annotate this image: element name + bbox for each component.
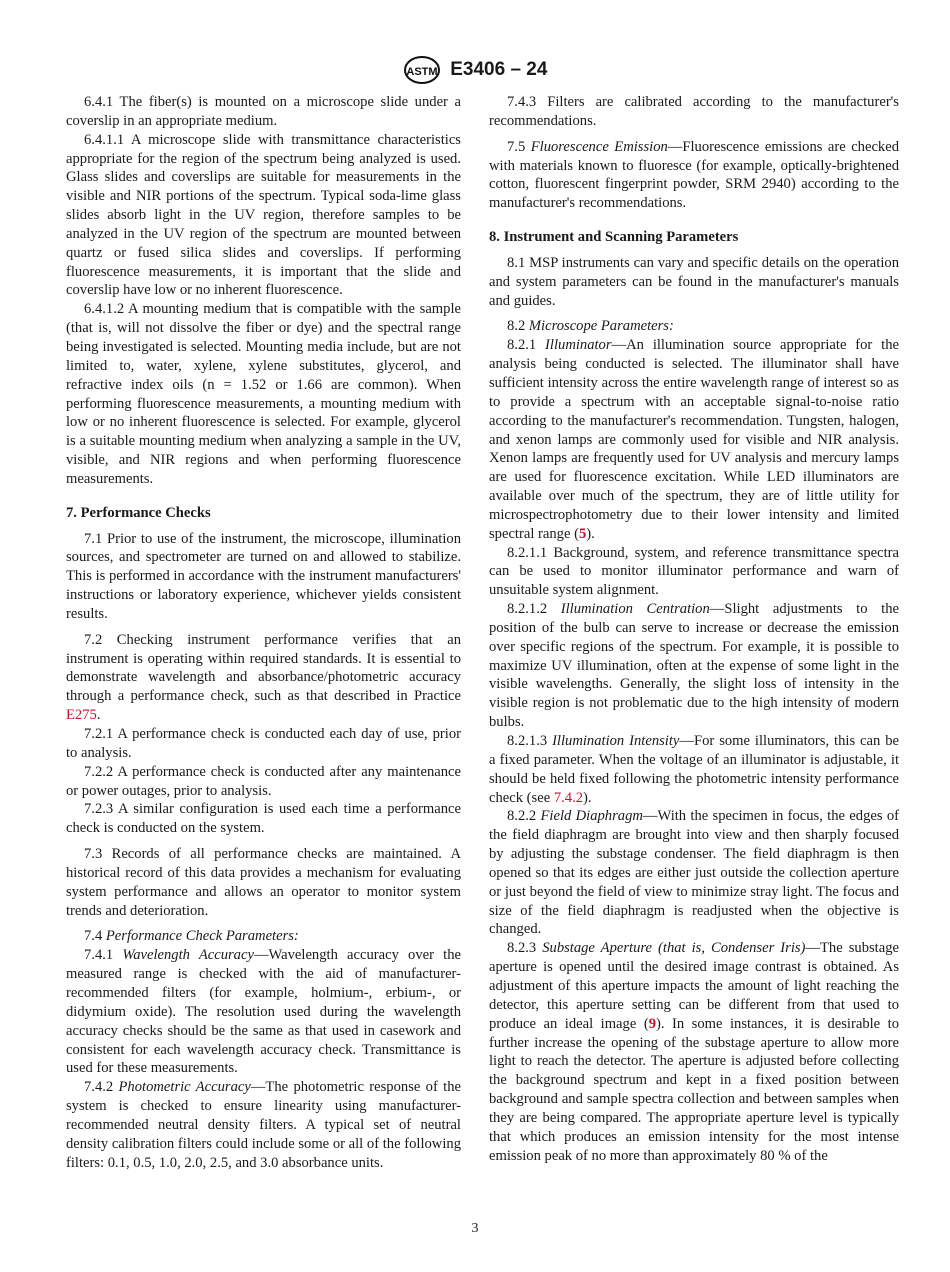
text-run: 7.5	[507, 138, 531, 155]
text-run: 8.1 MSP instruments can vary and specific details on the operation and system parameters can be found in the manufacturer's manuals and guides.	[489, 254, 899, 309]
left-column	[66, 93, 461, 1172]
text-run: 7.4	[84, 928, 106, 945]
text-run: 7.2.2 A performance check is conducted after any maintenance or power outages, prior to analysis.	[66, 763, 461, 799]
cross-reference-link[interactable]: E275	[66, 707, 97, 724]
italic-term: Illumination Centration	[560, 601, 710, 618]
italic-term: Substage Aperture (that is, Condenser Iris)	[542, 940, 806, 957]
cross-reference-link[interactable]: 7.4.2	[553, 789, 584, 806]
paragraph	[489, 254, 899, 311]
paragraph	[66, 530, 461, 624]
text-run: 7.4.3 Filters are calibrated according to the manufacturer's recommendations.	[489, 94, 899, 129]
text-run: 7.3 Records of all performance checks are maintained. A historical record of this data provides a mechanism for evaluating system performance and allows an operator to monitor system trends and deterioration.	[66, 846, 461, 919]
paragraph	[66, 763, 461, 801]
text-run: 8.2.3	[507, 940, 543, 957]
paragraph	[66, 725, 461, 763]
paragraph	[489, 336, 899, 543]
paragraph	[489, 807, 899, 939]
paragraph	[489, 317, 899, 336]
paragraph	[66, 300, 461, 488]
text-run: 6.4.1 The fiber(s) is mounted on a microscope slide under a coverslip in an appropriate medium.	[66, 94, 461, 129]
text-run: —Fluorescence emissions are checked with materials known to fluoresce (for example, optically-brightened cotton, fluorescent fingerprint powder, SRM 2940) according to the manufacturer's recommendations.	[489, 138, 900, 212]
paragraph	[66, 927, 461, 946]
italic-term: Field Diaphragm	[540, 808, 643, 825]
text-run: ). In some instances, it is desirable to further increase the opening of the substage aperture to allow more light to reach the detector. The aperture is adjusted before collecting the background spectrum and kept in a fixed position between background and sample spectra collection and between samples when they are being compared. The appropriate aperture level is typically that which produces an emission intensity for the most intense emission peak of no more than approximately 80 % of the	[489, 1015, 900, 1164]
text-run: .	[96, 707, 101, 724]
text-run: 8.2.1	[507, 337, 546, 354]
paragraph	[66, 845, 461, 920]
paragraph	[66, 946, 461, 1078]
text-run: 6.4.1.2 A mounting medium that is compatible with the sample (that is, will not dissolve the fiber or dye) and the spectral range being investigated is selected. Mounting media include, but are not limited to, water, xylene, xylene substitutes, glycerol, and refractive index oils (n = 1.52 or 1.66 are common). When performing fluorescence measurements, a mounting medium with low or no inherent fluorescence is selected. For example, glycerol is a suitable mounting medium when analyzing a sample in the UV, visible, and NIR regions and when performing fluorescence measurements.	[66, 301, 461, 487]
citation-link[interactable]: 9	[648, 1015, 656, 1032]
text-run: 7.2.3 A similar configuration is used each time a performance check is conducted on the system.	[66, 801, 461, 837]
page-number: 3	[471, 1221, 479, 1236]
page-header	[0, 55, 950, 85]
italic-term: Microscope Parameters:	[528, 318, 674, 335]
text-run: 8.2.1.1 Background, system, and reference transmittance spectra can be used to monitor illuminator performance and warn of unsuitable system alignment.	[489, 544, 899, 599]
text-run: 8.2.2	[507, 808, 541, 825]
svg-text:ASTM: ASTM	[405, 66, 438, 78]
paragraph	[489, 600, 899, 732]
paragraph	[66, 1078, 461, 1172]
text-run: 7.2 Checking instrument performance verifies that an instrument is operating within required standards. It is essential to demonstrate wavelength and absorbance/photometric accuracy through a performance check, such as that described in Practice	[66, 631, 461, 705]
text-run: 6.4.1.1 A microscope slide with transmittance characteristics appropriate for the region of the spectrum being analyzed is used. Glass slides and coverslips are suitable for measurements in the visible and NIR portions of the spectrum. Typical soda-lime glass slides absorb light in the UV region, therefore samples to be analyzed in the UV region of the spectrum are mounted between quartz or fused silica slides and coverslips. If performing fluorescence measurements, it is important that the slide and coverslip have low or no inherent fluorescence.	[66, 131, 461, 299]
text-run: —Wavelength accuracy over the measured range is checked with the aid of manufacturer-recommended filters (for example, holmium-, erbium-, or didymium oxide). The resolution used during the wavelength accuracy checks should be the same as that used in casework and consistent for each wavelength accuracy check. Transmittance is used for these measurements.	[66, 947, 461, 1077]
section-heading: 7. Performance Checks	[66, 504, 211, 521]
text-run: ).	[583, 789, 592, 806]
italic-term: Performance Check Parameters:	[105, 928, 299, 945]
italic-term: Illumination Intensity	[552, 733, 680, 749]
text-run: ).	[586, 525, 595, 542]
paragraph	[489, 93, 899, 131]
text-run: —The photometric response of the system is checked to ensure linearity using manufacturer-recommended neutral density filters. A typical set of neutral density calibration filters could include some or all of the following filters: 0.1, 0.5, 1.0, 2.0, 2.5, and 3.0 absorbance units.	[66, 1079, 461, 1171]
paragraph	[66, 631, 461, 725]
paragraph	[489, 939, 899, 1165]
right-column	[489, 93, 899, 1165]
paragraph	[66, 93, 461, 131]
paragraph	[489, 544, 899, 601]
italic-term: Wavelength Accuracy	[122, 947, 254, 964]
paragraph	[489, 138, 899, 213]
text-run: 8.2.1.2	[507, 601, 561, 618]
paragraph	[489, 732, 899, 807]
italic-term: Photometric Accuracy	[118, 1079, 251, 1096]
text-run: —With the specimen in focus, the edges of the field diaphragm are brought into view and then sharply focused by adjusting the substage condenser. The field diaphragm is then opened so that its edges are either just outside the collection aperture or just beyond the field of view to minimize stray light. The focus and size of the field diaphragm is readjusted when the objective is changed.	[489, 808, 899, 938]
text-run: 8.2.1.3	[507, 733, 553, 749]
text-run: 8.2	[507, 318, 529, 335]
text-run: 7.4.1	[84, 947, 123, 964]
astm-logo-icon	[403, 55, 441, 85]
text-run: 7.2.1 A performance check is conducted each day of use, prior to analysis.	[66, 726, 461, 761]
text-run: —An illumination source appropriate for the analysis being conducted is selected. The illuminator shall have sufficient intensity across the entire wavelength range of interest so as to provide a spectrum with an acceptable signal-to-noise ratio according to the manufacturer's recommendation. Tungsten, halogen, and xenon lamps are commonly used for visible and NIR analysis. Xenon lamps are frequently used for UV analysis and mercury lamps are used for fluorescence excitation. While LED illuminators are available over much of the spectrum, they are of little utility for microspectrophotometry due to their lower intensity and limited spectral range (	[489, 337, 899, 542]
text-run: —Slight adjustments to the position of the bulb can serve to increase or decrease the emission over specific regions of the spectrum. For example, it is possible to maximize UV illumination, often at the expense of some light in the visible wavelengths. Generally, the slight loss of intensity in the visible region is not problematic due to the high intensity of modern bulbs.	[489, 601, 899, 731]
text-run: 7.4.2	[84, 1079, 119, 1096]
text-run: —For some illuminators, this can be a fixed parameter. When the voltage of an illuminator is adjustable, it should be held fixed following the photometric intensity performance check (see	[489, 733, 899, 806]
italic-term: Fluorescence Emission	[530, 138, 668, 155]
italic-term: Illuminator	[545, 337, 612, 354]
text-run: —The substage aperture is opened until the desired image contrast is obtained. As adjustment of this aperture impacts the amount of light reaching the detector, this aperture setting can be different from that used to produce an ideal image (	[489, 940, 899, 1032]
document-designation: E3406 – 24	[450, 58, 548, 80]
section-heading: 8. Instrument and Scanning Parameters	[489, 229, 739, 246]
paragraph	[66, 800, 461, 838]
text-run: 7.1 Prior to use of the instrument, the microscope, illumination sources, and spectrometer are turned on and allowed to stabilize. This is performed in accordance with the instrument manufacturers' instructions or laboratory experience, whichever yields consistent results.	[66, 530, 461, 622]
paragraph	[66, 131, 461, 301]
citation-link[interactable]: 5	[578, 525, 587, 542]
